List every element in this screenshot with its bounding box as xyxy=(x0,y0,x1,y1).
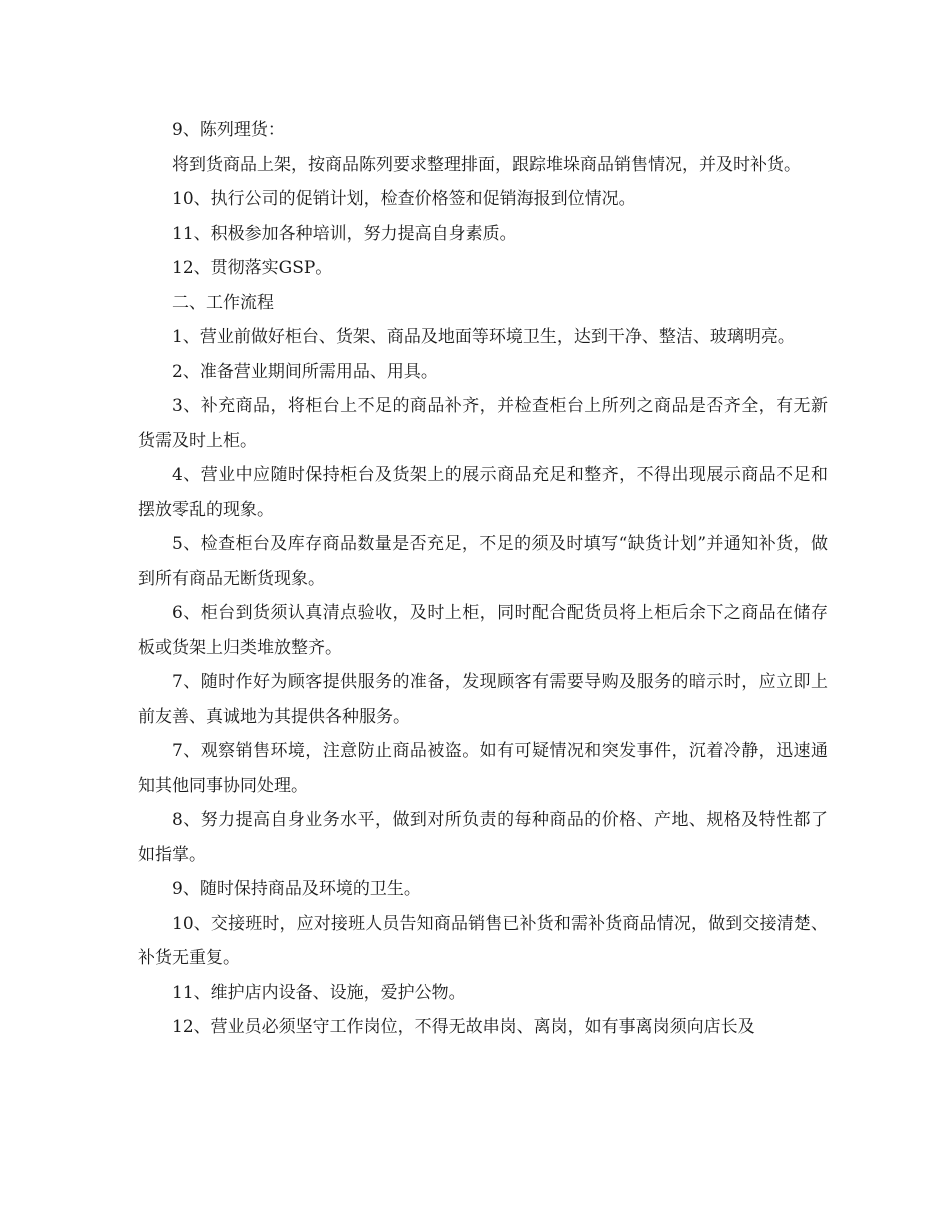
paragraph-workflow-3: 3、补充商品，将柜台上不足的商品补齐，并检查柜台上所列之商品是否齐全，有无新货需及时上柜。 xyxy=(138,396,828,451)
paragraph-workflow-7a: 7、随时作好为顾客提供服务的准备，发现顾客有需要导购及服务的暗示时，应立即上前友善、真诚地为其提供各种服务。 xyxy=(138,672,828,727)
paragraph-workflow-10: 10、交接班时，应对接班人员告知商品销售已补货和需补货商品情况，做到交接清楚、补货无重复。 xyxy=(138,913,828,968)
section-heading-workflow: 二、工作流程 xyxy=(172,292,274,313)
paragraph-workflow-4: 4、营业中应随时保持柜台及货架上的展示商品充足和整齐，不得出现展示商品不足和摆放零乱的现象。 xyxy=(138,465,828,520)
paragraph-workflow-2: 2、准备营业期间所需用品、用具。 xyxy=(172,361,438,382)
document-body xyxy=(138,113,828,1045)
paragraph-workflow-5: 5、检查柜台及库存商品数量是否充足，不足的须及时填写“缺货计划”并通知补货，做到所有商品无断货现象。 xyxy=(138,534,828,589)
paragraph-gsp: 12、贯彻落实GSP。 xyxy=(172,258,333,278)
paragraph-promotion: 10、执行公司的促销计划，检查价格签和促销海报到位情况。 xyxy=(172,189,636,209)
paragraph-workflow-12: 12、营业员必须坚守工作岗位，不得无故串岗、离岗，如有事离岗须向店长及 xyxy=(172,1017,755,1037)
paragraph-workflow-7b: 7、观察销售环境，注意防止商品被盗。如有可疑情况和突发事件，沉着冷静，迅速通知其他同事协同处理。 xyxy=(138,741,828,796)
paragraph-workflow-8: 8、努力提高自身业务水平，做到对所负责的每种商品的价格、产地、规格及特性都了如指掌。 xyxy=(138,810,828,865)
paragraph-training: 11、积极参加各种培训，努力提高自身素质。 xyxy=(172,223,517,244)
paragraph-workflow-1: 1、营业前做好柜台、货架、商品及地面等环境卫生，达到干净、整洁、玻璃明亮。 xyxy=(172,327,795,347)
paragraph-workflow-6: 6、柜台到货须认真清点验收，及时上柜，同时配合配货员将上柜后余下之商品在储存板或货架上归类堆放整齐。 xyxy=(138,603,828,658)
paragraph-display-rules-heading: 9、陈列理货： xyxy=(172,120,285,140)
paragraph-workflow-11: 11、维护店内设备、设施，爱护公物。 xyxy=(172,982,466,1003)
paragraph-workflow-9: 9、随时保持商品及环境的卫生。 xyxy=(172,879,421,899)
paragraph-display-rules: 将到货商品上架，按商品陈列要求整理排面，跟踪堆垛商品销售情况，并及时补货。 xyxy=(172,154,801,175)
